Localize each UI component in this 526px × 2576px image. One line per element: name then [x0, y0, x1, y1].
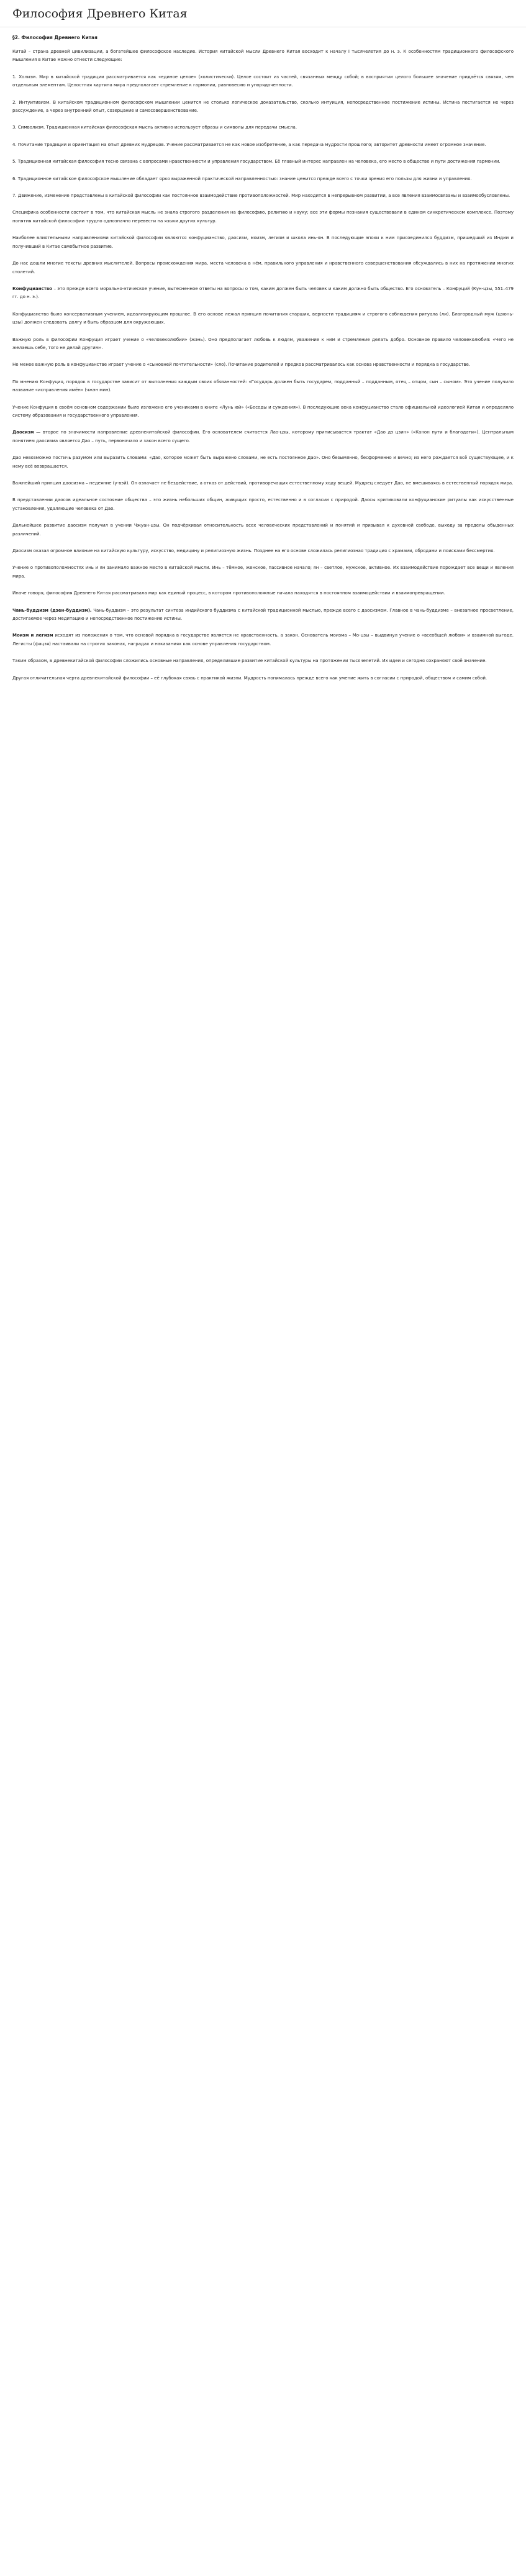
article-paragraph [12, 479, 514, 488]
paragraph-text: Иначе говоря, философия Древнего Китая рассматривала мир как единый процесс, в котором противоположные начала находятся в постоянном взаимодействии и взаимопревращении. [12, 591, 445, 596]
paragraph-text: Другая отличительная черта древнекитайской философии – её глубокая связь с практикой жизни. Мудрость понималась прежде всего как умение жить в согласии с природой, обществом и самим собой. [12, 675, 487, 681]
site-logo[interactable]: Философия Древнего Китая [12, 6, 188, 20]
article-paragraph [12, 657, 514, 665]
paragraph-text: 4. Почитание традиции и ориентация на опыт древних мудрецов. Учение рассматривается не как новое изобретение, а как передача мудрости прошлого; авторитет древности имеет огромное значение. [12, 142, 486, 147]
article-paragraph [12, 522, 514, 538]
article-paragraph [12, 632, 514, 648]
paragraph-text: До нас дошли многие тексты древних мыслителей. Вопросы происхождения мира, места человека в нём, правильного управления и нравственного совершенствования обсуждались в них на протяжении многих столетий. [12, 261, 514, 274]
paragraph-lead-term: Чань-буддизм (дзен-буддизм). [12, 607, 92, 613]
article-paragraph [12, 589, 514, 597]
article-paragraph [12, 99, 514, 116]
page [0, 0, 526, 716]
site-header [0, 0, 526, 27]
paragraph-lead-term: Моизм и легизм [12, 633, 53, 638]
article-paragraph [12, 564, 514, 581]
article-paragraph [12, 158, 514, 166]
article-content [12, 48, 514, 683]
paragraph-text: Даосизм оказал огромное влияние на китайскую культуру, искусство, медицину и религиозную жизнь. Позднее на его основе сложилась религиозная традиция с храмами, обрядами и поисками бессмертия. [12, 548, 495, 554]
article-paragraph [12, 285, 514, 302]
article-paragraph [12, 454, 514, 471]
paragraph-text: 1. Холизм. Мир в китайской традиции рассматривается как «единое целое» (холистически). Целое состоит из частей, связанных между собой; в восприятии целого большее значение придаётся связям, чем отдельным элементам. Целостная картина мира предполагает стремление к гармонии, равновесию и упорядоченности. [12, 74, 514, 88]
article-paragraph [12, 607, 514, 624]
article-paragraph [12, 124, 514, 132]
article-paragraph [12, 175, 514, 183]
paragraph-text: Дальнейшее развитие даосизм получил в учении Чжуан-цзы. Он подчёркивал относительность всех человеческих представлений и понятий и призывал к духовной свободе, выходу за пределы обыденных различений. [12, 523, 514, 537]
article-paragraph [12, 547, 514, 555]
article-paragraph [12, 674, 514, 683]
paragraph-text: Наиболее влиятельными направлениями китайской философии являются конфуцианство, даосизм, моизм, легизм и школа инь-ян. В последующие эпохи к ним присоединился буддизм, пришедший из Индии и получивший в Китае самобытное развитие. [12, 235, 514, 249]
paragraph-text: Китай – страна древней цивилизации, а богатейшее философское наследие. История китайской мысли Древнего Китая восходит к началу I тысячелетия до н. э. К особенностям традиционного философского мышления в Китае можно отнести следующие: [12, 49, 514, 63]
paragraph-text: 6. Традиционное китайское философское мышление обладает ярко выраженной практической направленностью: знание ценится прежде всего с точки зрения его пользы для жизни и управления. [12, 176, 472, 181]
paragraph-text: Важную роль в философии Конфуция играет учение о «человеколюбии» (жэнь). Оно предполагает любовь к людям, уважение к ним и стремление делать добро. Основное правило человеколюбия: «Чего не желаешь себе, того не делай другим». [12, 337, 514, 350]
article-paragraph [12, 336, 514, 353]
paragraph-text: Конфуцианство было консервативным учением, идеализирующим прошлое. В его основе лежал принцип почитания старших, верности традициям и строгого соблюдения ритуала (ли). Благородный муж (цзюнь-цзы) должен следовать долгу и быть образцом для окружающих. [12, 311, 514, 325]
paragraph-lead-term: Конфуцианство [12, 286, 52, 291]
article-paragraph [12, 209, 514, 225]
paragraph-text: Не менее важную роль в конфуцианстве играет учение о «сыновней почтительности» (сяо). Почитание родителей и предков рассматривалось как основа нравственности и порядка в государстве. [12, 362, 470, 368]
paragraph-text: Важнейший принцип даосизма – недеяние (у-вэй). Он означает не бездействие, а отказ от действий, противоречащих естественному ходу вещей. Мудрец следует Дао, не вмешиваясь в естественный порядок мира. [12, 481, 514, 486]
paragraph-text: Учение Конфуция в своём основном содержании было изложено его учениками в книге «Лунь юй» («Беседы и суждения»). В последующие века конфуцианство стало официальной идеологией Китая и определяло систему образования и государственного управления. [12, 404, 514, 418]
article-paragraph [12, 141, 514, 149]
paragraph-text: 7. Движение, изменение представлены в китайской философии как постоянное взаимодействие противоположностей. Мир находится в непрерывном развитии, а все явления взаимосвязаны и взаимообусловлены. [12, 193, 510, 199]
paragraph-text: По мнению Конфуция, порядок в государстве зависит от выполнения каждым своих обязанностей: «Государь должен быть государем, подданный – подданным, отец – отцом, сын – сыном». Это учение получило название «исправления имён» (чжэн мин). [12, 379, 514, 393]
article-paragraph [12, 260, 514, 276]
paragraph-lead-term: Даосизм [12, 430, 34, 435]
paragraph-text: Дао невозможно постичь разумом или выразить словами: «Дао, которое может быть выражено словами, не есть постоянное Дао». Оно безымянно, бесформенно и вечно; из него рождается всё существующее, и к нему всё возвращается. [12, 455, 514, 469]
paragraph-text: Учение о противоположностях инь и ян занимало важное место в китайской мысли. Инь – тёмное, женское, пассивное начало; ян – светлое, мужское, активное. Их взаимодействие порождает все вещи и явления мира. [12, 565, 514, 579]
paragraph-text: – это прежде всего морально-этическое учение, вытесненное ответы на вопросы о том, каким должен быть человек и каким должно быть общество. Его основатель – Конфуций (Кун-цзы, 551–479 гг. до н. э.). [12, 286, 514, 300]
article-paragraph [12, 496, 514, 513]
article-paragraph [12, 48, 514, 65]
article-paragraph [12, 311, 514, 327]
article-paragraph [12, 378, 514, 395]
paragraph-text: 2. Интуитивизм. В китайском традиционном философском мышлении ценится не столько логическое доказательство, сколько интуиция, непосредственное постижение истины. Истина постигается не через рассуждение, а через внутренний опыт, созерцание и самосовершенствование. [12, 99, 514, 114]
paragraph-text: 3. Символизм. Традиционная китайская философская мысль активно использует образы и символы для передачи смысла. [12, 125, 297, 130]
paragraph-text: Таким образом, в древнекитайской философии сложились основные направления, определившие развитие китайской культуры на протяжении тысячелетий. Их идеи и сегодня сохраняют своё значение. [12, 658, 487, 664]
article-paragraph [12, 73, 514, 90]
article-paragraph [12, 234, 514, 251]
paragraph-text: исходят из положения о том, что основой порядка в государстве является не нравственность, а закон. Основатель моизма – Мо-цзы – выдвинул учение о «всеобщей любви» и взаимной выгоде. Легисты (фацзя) настаивали на строгих законах, наградах и наказаниях как основе управления государством. [12, 633, 514, 646]
paragraph-text: — второе по значимости направление древнекитайской философии. Его основателем считается Лао-цзы, которому приписывается трактат «Дао дэ цзин» («Канон пути и благодати»). Центральным понятием даосизма является Дао – путь, первоначало и закон всего сущего. [12, 430, 514, 443]
paragraph-text: 5. Традиционная китайская философия тесно связана с вопросами нравственности и управления государством. Её главный интерес направлен на человека, его место в обществе и пути достижения гармонии. [12, 159, 501, 165]
paragraph-text: Специфика особенности состоит в том, что китайская мысль не знала строгого разделения на философию, религию и науку; все эти формы познания существовали в едином синкретическом комплексе. Поэтому понятия китайской философии трудно однозначно перевести на языки других культур. [12, 210, 514, 224]
section-heading: §2. Философия Древнего Китая [12, 35, 97, 40]
article-paragraph [12, 429, 514, 445]
article-paragraph [12, 192, 514, 200]
paragraph-text: В представлении даосов идеальное состояние общества – это жизнь небольших общин, живущих просто, естественно и в согласии с природой. Даосы критиковали конфуцианские ритуалы как искусственные установления, удаляющие человека от Дао. [12, 497, 514, 511]
article-paragraph [12, 361, 514, 369]
article-paragraph [12, 404, 514, 420]
paragraph-text: Чань-буддизм – это результат синтеза индийского буддизма с китайской традиционной мыслью, прежде всего с даосизмом. Главное в чань-буддизме – внезапное просветление, достигаемое через медитацию и непосредственное постижение истины. [12, 607, 514, 622]
